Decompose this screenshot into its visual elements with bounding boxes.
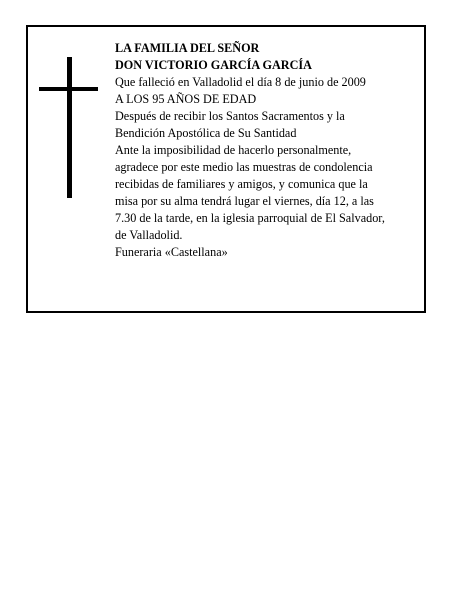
body-line-1: Ante la imposibilidad de hacerlo personalmente, bbox=[115, 143, 352, 157]
deceased-name: DON VICTORIO GARCÍA GARCÍA bbox=[115, 58, 312, 72]
death-date-line: Que falleció en Valladolid el día 8 de junio de 2009 bbox=[115, 75, 366, 89]
obituary-notice bbox=[26, 25, 426, 313]
sacraments-line-2: Bendición Apostólica de Su Santidad bbox=[115, 126, 297, 140]
body-line-4: misa por su alma tendrá lugar el viernes, día 12, a las bbox=[115, 194, 374, 208]
body-line-6: de Valladolid. bbox=[115, 228, 183, 242]
body-line-5: 7.30 de la tarde, en la iglesia parroquial de El Salvador, bbox=[115, 211, 385, 225]
cross-icon-horizontal bbox=[39, 87, 98, 91]
notice-text bbox=[115, 40, 425, 261]
body-line-2: agradece por este medio las muestras de condolencia bbox=[115, 160, 373, 174]
funeral-home: Funeraria «Castellana» bbox=[115, 245, 228, 259]
age-line: A LOS 95 AÑOS DE EDAD bbox=[115, 92, 257, 106]
cross-icon-vertical bbox=[67, 57, 72, 198]
family-heading: LA FAMILIA DEL SEÑOR bbox=[115, 41, 260, 55]
sacraments-line-1: Después de recibir los Santos Sacramentos y la bbox=[115, 109, 345, 123]
body-line-3: recibidas de familiares y amigos, y comunica que la bbox=[115, 177, 368, 191]
